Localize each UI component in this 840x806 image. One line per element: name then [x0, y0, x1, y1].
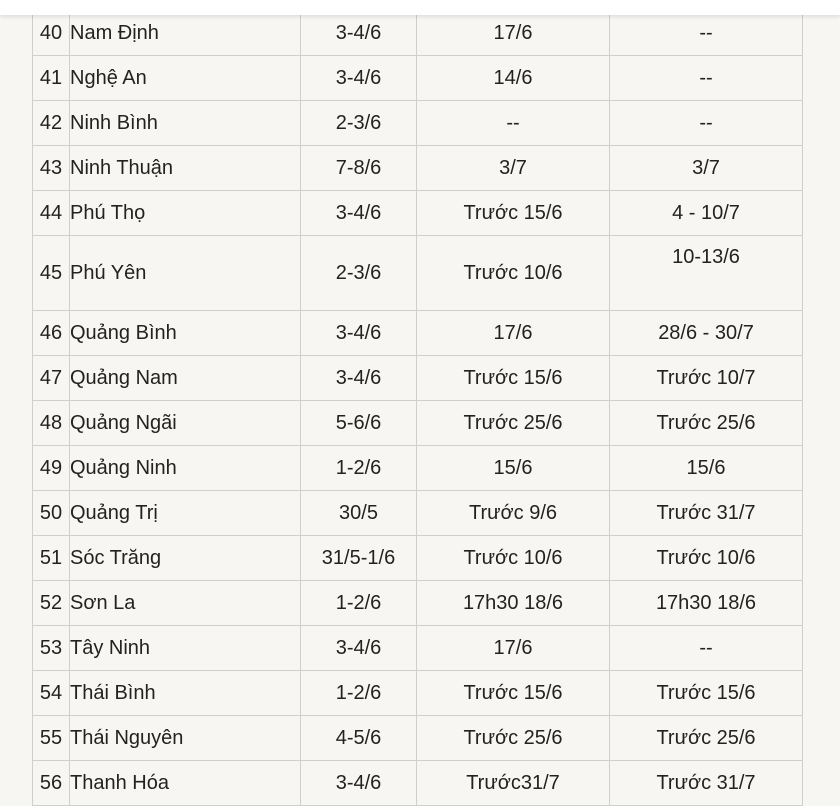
admission-date: Trước 25/6: [610, 716, 803, 761]
row-number: 52: [33, 581, 70, 626]
province-name: Phú Thọ: [70, 191, 301, 236]
province-name: Nghệ An: [70, 56, 301, 101]
exam-date: 31/5-1/6: [301, 536, 417, 581]
table-row: [33, 536, 803, 581]
exam-date: 4-5/6: [301, 716, 417, 761]
province-name: Tây Ninh: [70, 626, 301, 671]
table-row: [33, 356, 803, 401]
score-announce-date: Trước31/7: [417, 761, 610, 806]
table-row: [33, 56, 803, 101]
score-announce-date: 17h30 18/6: [417, 581, 610, 626]
admission-date: Trước 31/7: [610, 761, 803, 806]
exam-schedule-table: [32, 10, 803, 806]
admission-date: 10-13/6: [610, 236, 803, 311]
exam-date: 3-4/6: [301, 56, 417, 101]
exam-date: 1-2/6: [301, 671, 417, 716]
admission-date: Trước 31/7: [610, 491, 803, 536]
row-number: 46: [33, 311, 70, 356]
admission-date: Trước 10/6: [610, 536, 803, 581]
score-announce-date: 17/6: [417, 11, 610, 56]
exam-date: 2-3/6: [301, 101, 417, 146]
admission-date: --: [610, 101, 803, 146]
score-announce-date: 14/6: [417, 56, 610, 101]
row-number: 47: [33, 356, 70, 401]
row-number: 44: [33, 191, 70, 236]
province-name: Ninh Bình: [70, 101, 301, 146]
admission-date: 17h30 18/6: [610, 581, 803, 626]
exam-date: 1-2/6: [301, 446, 417, 491]
row-number: 53: [33, 626, 70, 671]
province-name: Quảng Ninh: [70, 446, 301, 491]
admission-date: --: [610, 626, 803, 671]
table-row: [33, 146, 803, 191]
table-row: [33, 236, 803, 311]
score-announce-date: Trước 15/6: [417, 671, 610, 716]
row-number: 56: [33, 761, 70, 806]
table-row: [33, 581, 803, 626]
exam-date: 2-3/6: [301, 236, 417, 311]
admission-date: Trước 15/6: [610, 671, 803, 716]
row-number: 43: [33, 146, 70, 191]
row-number: 51: [33, 536, 70, 581]
admission-date: --: [610, 56, 803, 101]
row-number: 40: [33, 11, 70, 56]
exam-date: 7-8/6: [301, 146, 417, 191]
score-announce-date: Trước 25/6: [417, 716, 610, 761]
score-announce-date: Trước 15/6: [417, 356, 610, 401]
row-number: 50: [33, 491, 70, 536]
table-row: [33, 626, 803, 671]
row-number: 55: [33, 716, 70, 761]
row-number: 49: [33, 446, 70, 491]
admission-date: 28/6 - 30/7: [610, 311, 803, 356]
province-name: Thái Nguyên: [70, 716, 301, 761]
province-name: Thái Bình: [70, 671, 301, 716]
row-number: 45: [33, 236, 70, 311]
row-number: 54: [33, 671, 70, 716]
table-row: [33, 11, 803, 56]
exam-date: 1-2/6: [301, 581, 417, 626]
table-row: [33, 191, 803, 236]
score-announce-date: 3/7: [417, 146, 610, 191]
admission-date: 4 - 10/7: [610, 191, 803, 236]
admission-date: --: [610, 11, 803, 56]
province-name: Quảng Trị: [70, 491, 301, 536]
province-name: Nam Định: [70, 11, 301, 56]
table-row: [33, 446, 803, 491]
score-announce-date: Trước 9/6: [417, 491, 610, 536]
exam-date: 3-4/6: [301, 626, 417, 671]
admission-date: Trước 25/6: [610, 401, 803, 446]
table-row: [33, 716, 803, 761]
exam-date: 3-4/6: [301, 311, 417, 356]
exam-date: 3-4/6: [301, 761, 417, 806]
province-name: Quảng Nam: [70, 356, 301, 401]
table-row: [33, 491, 803, 536]
table-row: [33, 761, 803, 806]
top-header-bar: [0, 0, 840, 15]
table-row: [33, 671, 803, 716]
score-announce-date: Trước 10/6: [417, 236, 610, 311]
province-name: Sơn La: [70, 581, 301, 626]
province-name: Phú Yên: [70, 236, 301, 311]
score-announce-date: Trước 15/6: [417, 191, 610, 236]
exam-date: 5-6/6: [301, 401, 417, 446]
province-name: Quảng Bình: [70, 311, 301, 356]
province-name: Ninh Thuận: [70, 146, 301, 191]
exam-date: 30/5: [301, 491, 417, 536]
score-announce-date: --: [417, 101, 610, 146]
score-announce-date: 17/6: [417, 311, 610, 356]
row-number: 48: [33, 401, 70, 446]
score-announce-date: 17/6: [417, 626, 610, 671]
province-name: Thanh Hóa: [70, 761, 301, 806]
exam-date: 3-4/6: [301, 11, 417, 56]
admission-date: 15/6: [610, 446, 803, 491]
score-announce-date: 15/6: [417, 446, 610, 491]
admission-date: 3/7: [610, 146, 803, 191]
row-number: 41: [33, 56, 70, 101]
table-row: [33, 101, 803, 146]
row-number: 42: [33, 101, 70, 146]
province-name: Quảng Ngãi: [70, 401, 301, 446]
admission-date: Trước 10/7: [610, 356, 803, 401]
exam-date: 3-4/6: [301, 356, 417, 401]
province-name: Sóc Trăng: [70, 536, 301, 581]
table-row: [33, 401, 803, 446]
score-announce-date: Trước 25/6: [417, 401, 610, 446]
table-row: [33, 311, 803, 356]
exam-date: 3-4/6: [301, 191, 417, 236]
score-announce-date: Trước 10/6: [417, 536, 610, 581]
